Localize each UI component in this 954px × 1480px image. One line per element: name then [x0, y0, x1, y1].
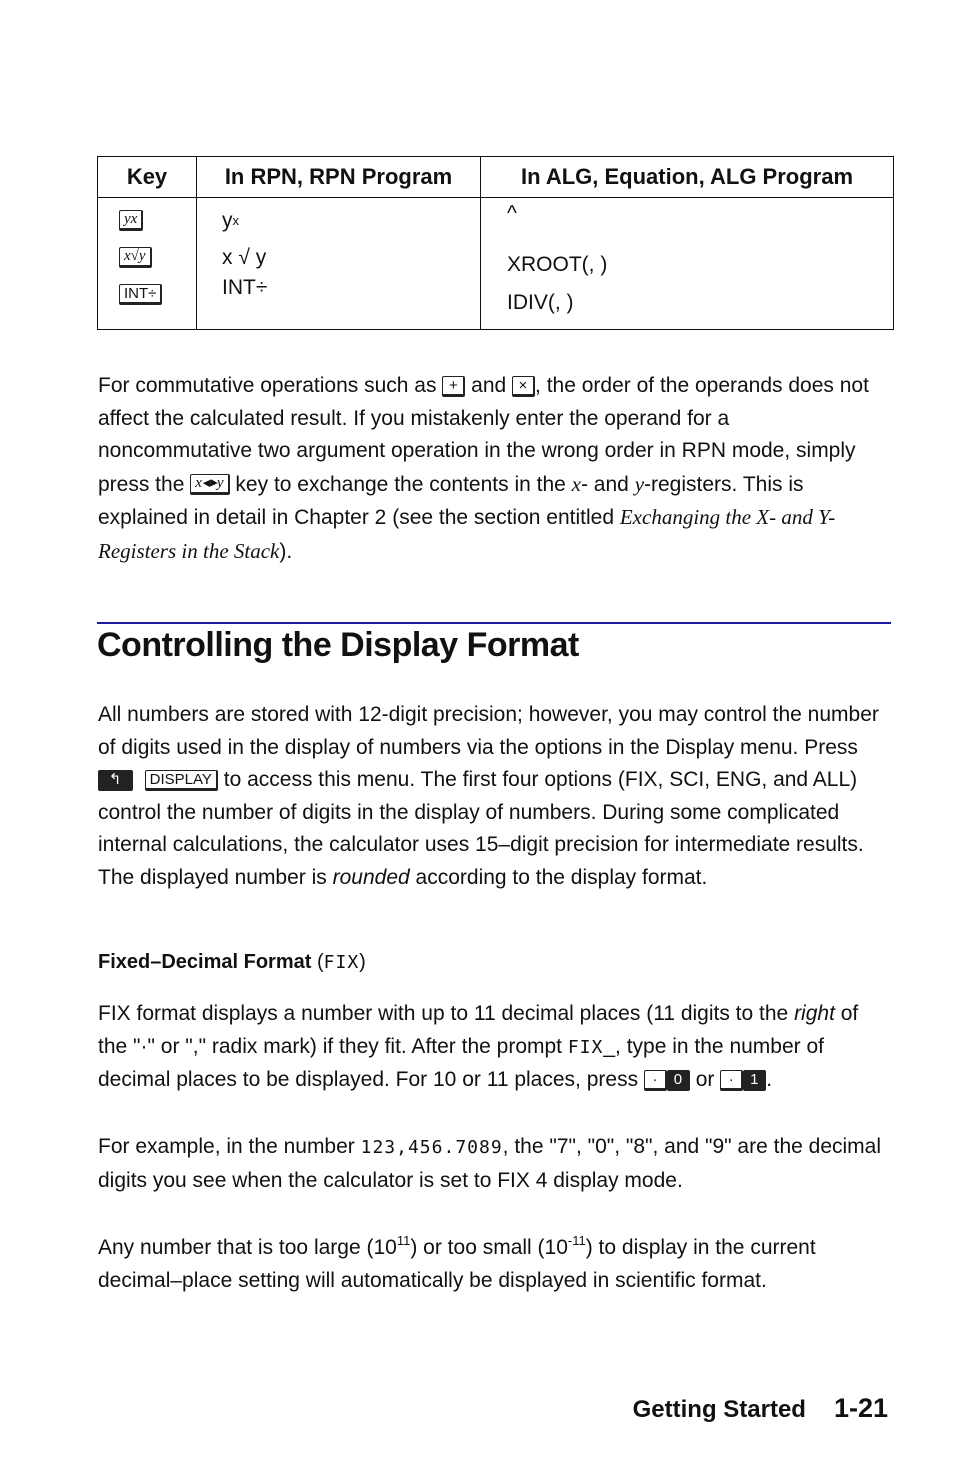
power-key: yx [119, 210, 143, 231]
display-format-paragraph: All numbers are stored with 12-digit precision; however, you may control the number of digits used in the display of numbers via the options in the Display menu. Press ↰ DISPLAY to access this menu. The first four options (FIX, SCI, ENG, and ALL) control the number of digits in the display of numbers. During some complicated internal calculations, the calculator uses 15–digit precision for intermediate results. The displayed number is rounded according to the display format. [98, 703, 879, 889]
xroot-key: x√y [119, 247, 152, 268]
column-header-rpn: In RPN, RPN Program [197, 157, 481, 198]
dot-key: · [644, 1070, 667, 1091]
table-row [98, 198, 894, 330]
column-header-alg: In ALG, Equation, ALG Program [481, 157, 894, 198]
rpn-power: y x [222, 208, 239, 232]
section-divider [97, 622, 891, 624]
int-divide-key: INT÷ [119, 284, 162, 305]
key-cell [98, 198, 197, 330]
fix-prompt: FIX [567, 1036, 604, 1058]
rpn-cell [197, 198, 481, 330]
rpn-int-divide: INT÷ [222, 276, 268, 299]
commutative-paragraph: For commutative operations such as + and × , the order of the operands does not affect the calculated result. If you mistakenly enter the operand for a noncommutative two argument operation in the wrong order in RPN mode, simply press the x◂▸y key to exchange the contents in the x- and y-registers. This is explained in detail in Chapter 2 (see the section entitled Exchanging the X- and Y-Registers in the Stack). [98, 374, 869, 563]
example-number: 123,456.7089 [360, 1137, 503, 1158]
table-header-row [98, 157, 894, 198]
example-paragraph: For example, in the number 123,456.7089, the "7", "0", "8", and "9" are the decimal digits you see when the calculator is set to FIX 4 display mode. [98, 1135, 882, 1192]
one-key: 1 [743, 1070, 766, 1091]
plus-key: + [442, 376, 465, 397]
fixed-decimal-heading: Fixed–Decimal Format (FIX) [98, 951, 366, 973]
display-key: DISPLAY [145, 770, 218, 791]
chapter-label: Getting Started [632, 1396, 806, 1423]
rpn-xroot: x √ y [222, 245, 267, 269]
alg-idiv: IDIV(, ) [507, 290, 574, 314]
alg-power: ^ [507, 202, 517, 225]
operations-table [97, 156, 894, 330]
swap-key: x◂▸y [190, 474, 229, 495]
scientific-paragraph: Any number that is too large $(10^{11})$ or too small $(10^{-11})$ to display in the current decimal–place setting will automatically be displayed in scientific format. [98, 1233, 816, 1292]
dot-key-2: · [720, 1070, 743, 1091]
zero-key: 0 [667, 1070, 690, 1091]
page-number: 1-21 [833, 1393, 888, 1423]
page-footer [633, 1393, 888, 1424]
fix-format-paragraph: FIX format displays a number with up to 11 decimal places (11 digits to the right of the "·" or "," radix mark) if they fit. After the prompt FIX_, type in the number of decimal places to be displayed. For 10 or 11 places, press · 0 or · 1 . [98, 1002, 859, 1091]
alg-cell [481, 198, 894, 330]
times-key: × [512, 376, 535, 397]
left-shift-key: ↰ [98, 770, 133, 791]
section-title: Controlling the Display Format [97, 626, 579, 664]
section-reference: Exchanging the X- and Y-Registers in the Stack [98, 505, 836, 563]
alg-xroot: XROOT(, ) [507, 253, 608, 276]
column-header-key: Key [98, 157, 197, 198]
